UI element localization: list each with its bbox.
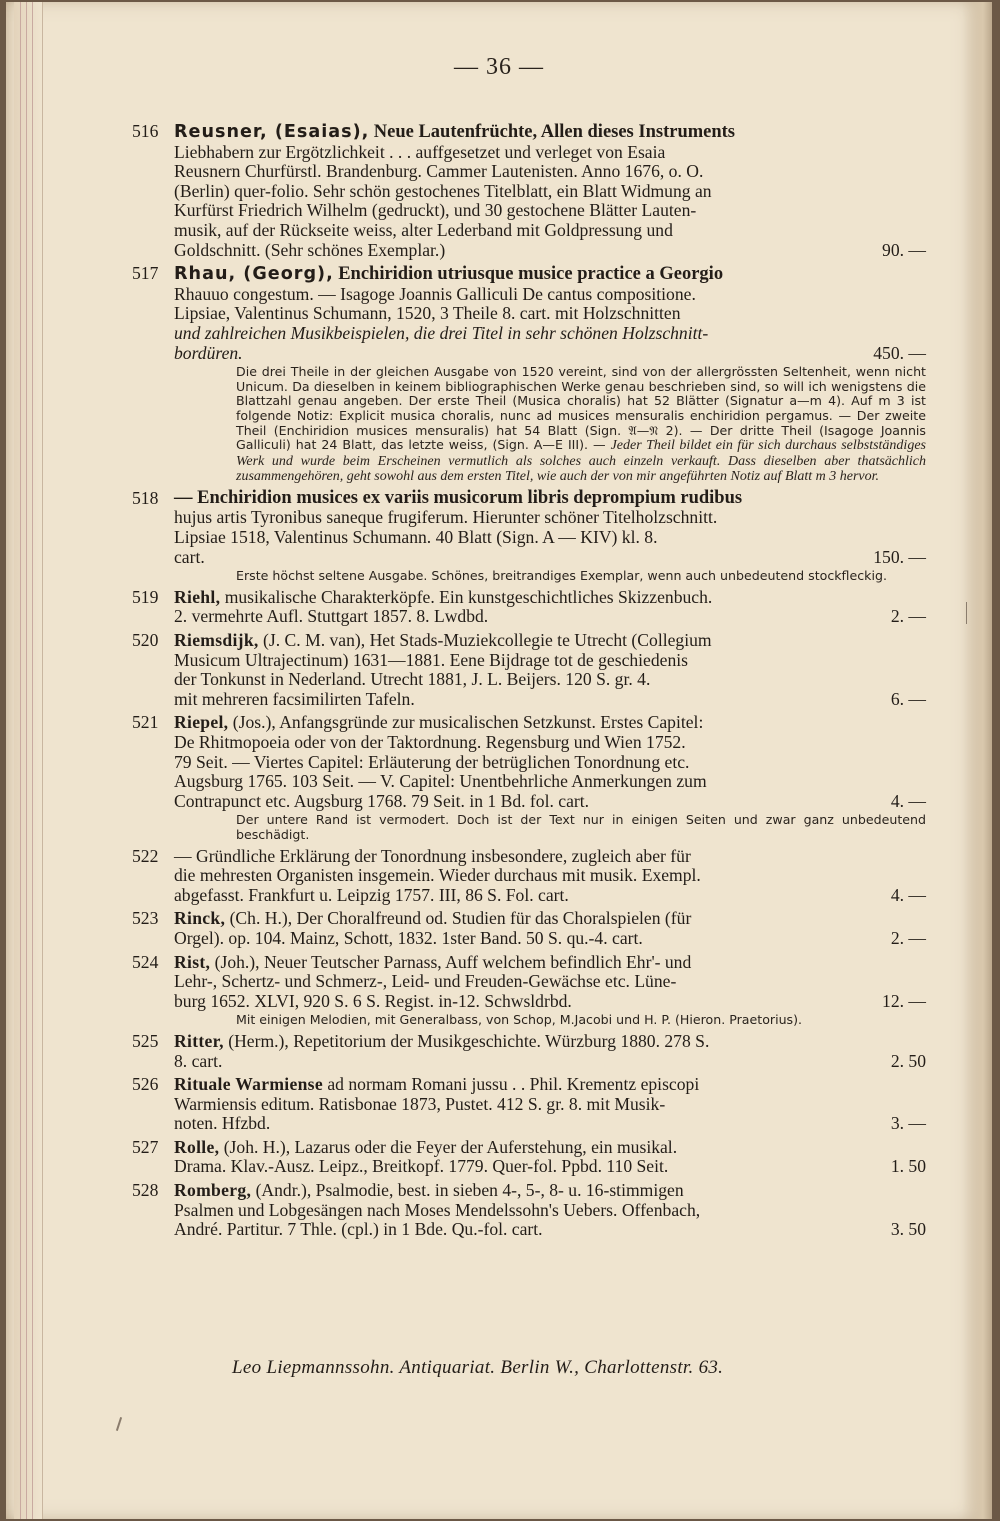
entry-text-line: 79 Seit. — Viertes Capitel: Erläuterung der betrüglichen Tonordnung etc. [174, 751, 690, 772]
entry-text-line: Drama. Klav.-Ausz. Leipz., Breitkopf. 1779. Quer-fol. Ppbd. 110 Seit. [174, 1156, 669, 1177]
entry-author: Rolle, [174, 1136, 220, 1157]
entry-price: 4. — [890, 790, 926, 811]
entry-note [236, 365, 926, 485]
entry-text-line: Psalmen und Lobgesängen nach Moses Mendelssohn's Uebers. Offenbach, [174, 1199, 701, 1220]
entry-text-line: (J. C. M. van), Het Stads-Muziekcollegie te Utrecht (Collegium [263, 630, 712, 651]
entry-number: 520 [132, 630, 159, 651]
entry-text-line: burg 1652. XLVI, 920 S. 6 S. Regist. in-12. Schwsldrbd. [174, 990, 572, 1011]
page-mark [116, 1417, 122, 1431]
entry-note: Erste höchst seltene Ausgabe. Schönes, breitrandiges Exemplar, wenn auch unbedeutend stockfleckig. [236, 568, 887, 584]
entry-number: 528 [132, 1180, 159, 1201]
entry-price: 3. — [890, 1113, 926, 1134]
entry-note-italic: Jeder Theil bildet ein für sich durchaus selbstständiges Werk und wurde beim Erscheinen vermutlich als solches auch einzeln verkauft. Dass dieselben aber thatsächlich zusammengehören, geht sowohl aus dem ersten Titel, wie auch der von mir angeführten Notiz auf Blatt m 3 hervor. [236, 438, 926, 485]
catalog-entry [132, 845, 926, 906]
entry-author: Romberg, [174, 1180, 252, 1201]
entry-text-line: (Berlin) quer-folio. Sehr schön gestochenes Titelblatt, ein Blatt Widmung an [174, 180, 712, 201]
entry-price: 2. — [890, 927, 926, 948]
catalog-entry [132, 1180, 926, 1240]
entry-text-line: Lipsiae 1518, Valentinus Schumann. 40 Blatt (Sign. A — KIV) kl. 8. [174, 527, 658, 548]
entry-author: Ritter, [174, 1030, 224, 1051]
entry-price: 2. — [890, 606, 926, 627]
entry-number: 525 [132, 1030, 159, 1051]
entry-text-line: 2. vermehrte Aufl. Stuttgart 1857. 8. Lwdbd. [174, 606, 489, 627]
entry-text-line: Rhauuo congestum. — Isagoge Joannis Galliculi De cantus compositione. [174, 283, 696, 304]
entry-text-line: noten. Hfzbd. [174, 1113, 271, 1134]
entry-text-line: Reusnern Churfürstl. Brandenburg. Cammer Lautenisten. Anno 1676, o. O. [174, 161, 704, 182]
entry-text-line: Goldschnitt. (Sehr schönes Exemplar.) [174, 239, 446, 260]
entry-text-line: 8. cart. [174, 1050, 223, 1071]
entry-text-line: Contrapunct etc. Augsburg 1768. 79 Seit. in 1 Bd. fol. cart. [174, 790, 590, 811]
catalog-entry [132, 263, 926, 485]
catalog-entries [132, 121, 926, 1244]
catalog-entry [132, 908, 926, 948]
page-number: — 36 — [454, 54, 544, 80]
entry-price: 450. — [873, 342, 926, 363]
entry-title-line: Neue Lautenfrüchte, Allen dieses Instruments [373, 122, 736, 142]
catalog-entry [132, 1074, 926, 1134]
entry-text-line: (Ch. H.), Der Choralfreund od. Studien für das Choralspielen (für [229, 908, 692, 929]
entry-text-line: (Andr.), Psalmodie, best. in sieben 4-, 5-, 8- u. 16-stimmigen [255, 1180, 684, 1201]
catalog-entry [132, 1136, 926, 1177]
entry-number: 522 [132, 845, 159, 866]
entry-number: 523 [132, 908, 159, 929]
entry-text-line: Liebhabern zur Ergötzlichkeit . . . auffgesetzet und verleget von Esaia [174, 141, 666, 162]
entry-number: 527 [132, 1136, 159, 1157]
page-footer: Leo Liepmannssohn. Antiquariat. Berlin W., Charlottenstr. 63. [232, 1357, 724, 1378]
entry-text-line: Kurfürst Friedrich Wilhelm (gedruckt), und 30 gestochene Blätter Lauten- [174, 200, 697, 221]
catalog-entry [132, 121, 926, 260]
catalog-entry [132, 487, 926, 584]
entry-text-line: Orgel). op. 104. Mainz, Schott, 1832. 1ster Band. 50 S. qu.-4. cart. [174, 927, 643, 948]
page-mark [966, 602, 967, 624]
entry-note: Mit einigen Melodien, mit Generalbass, von Schop, M.Jacobi und H. P. (Hieron. Praetorius). [236, 1012, 803, 1028]
entry-number: 521 [132, 712, 159, 733]
entry-text-line: bordüren. [174, 342, 243, 363]
entry-text-line: hujus artis Tyronibus saneque frugiferum. Hierunter schöner Titelholzschnitt. [174, 507, 718, 528]
entry-text-line: musik, auf der Rückseite weiss, alter Lederband mit Goldpressung und [174, 219, 673, 240]
catalog-entry [132, 1030, 926, 1071]
entry-author: Rist, [174, 951, 211, 972]
page-gutter [14, 2, 43, 1519]
entry-text-line: Musicum Ultrajectinum) 1631—1881. Eene Bijdrage tot de geschiedenis [174, 649, 689, 670]
entry-number: 519 [132, 586, 159, 607]
entry-title-line: Enchiridion utriusque musice practice a Georgio [338, 264, 724, 285]
entry-number: 526 [132, 1074, 159, 1095]
entry-text-line: musikalische Charakterköpfe. Ein kunstgeschichtliches Skizzenbuch. [224, 586, 713, 607]
entry-price: 4. — [890, 884, 926, 905]
entry-title-line: — Enchiridion musices ex variis musicorum libris deprompium rudibus [174, 487, 743, 508]
entry-price: 150. — [873, 546, 926, 567]
catalog-entry [132, 586, 926, 627]
entry-text-line: (Jos.), Anfangsgründe zur musicalischen Setzkunst. Erstes Capitel: [232, 712, 704, 733]
entry-text-line: Lehr-, Schertz- und Schmerz-, Leid- und Freuden-Gewächse etc. Lüne- [174, 971, 677, 992]
entry-text-line: (Joh.), Neuer Teutscher Parnass, Auff welchem befindlich Ehr'- und [214, 951, 692, 972]
entry-note: Der untere Rand ist vermodert. Doch ist der Text nur in einigen Seiten und zwar ganz unbedeutend beschädigt. [236, 812, 926, 842]
entry-text-line: der Tonkunst in Nederland. Utrecht 1881, J. L. Beijers. 120 S. gr. 4. [174, 669, 651, 690]
entry-author: Rinck, [174, 908, 226, 929]
entry-text-line: (Herm.), Repetitorium der Musikgeschichte. Würzburg 1880. 278 S. [228, 1030, 710, 1051]
entry-price: 3. 50 [890, 1219, 926, 1240]
entry-price: 1. 50 [890, 1156, 926, 1177]
entry-price: 2. 50 [890, 1050, 926, 1071]
entry-text-line: Warmiensis editum. Ratisbonae 1873, Pustet. 412 S. gr. 8. mit Musik- [174, 1093, 666, 1114]
entry-author: Riehl, [174, 586, 221, 607]
catalog-entry [132, 630, 926, 709]
entry-text-line: abgefasst. Frankfurt u. Leipzig 1757. III, 86 S. Fol. cart. [174, 884, 569, 905]
entry-author: Rhau, (Georg), [174, 264, 334, 285]
entry-text-line: die mehresten Organisten insgemein. Wieder durchaus mit musik. Exempl. [174, 865, 701, 886]
entry-number: 516 [132, 121, 159, 141]
entry-number: 517 [132, 263, 159, 284]
entry-price: 12. — [882, 990, 926, 1011]
entry-text-line: ad normam Romani jussu . . Phil. Krementz episcopi [327, 1074, 700, 1095]
catalog-page [6, 2, 992, 1519]
entry-number: 518 [132, 487, 159, 508]
entry-author: Riepel, [174, 712, 229, 733]
entry-text-line: André. Partitur. 7 Thle. (cpl.) in 1 Bde. Qu.-fol. cart. [174, 1219, 543, 1240]
page-edge-shadow [962, 2, 992, 1519]
entry-text-line: mit mehreren facsimilirten Tafeln. [174, 688, 415, 709]
entry-text-line: — Gründliche Erklärung der Tonordnung insbesondere, zugleich aber für [174, 845, 691, 866]
entry-text-line: (Joh. H.), Lazarus oder die Feyer der Auferstehung, ein musikal. [223, 1136, 678, 1157]
entry-text-line: Augsburg 1765. 103 Seit. — V. Capitel: Unentbehrliche Anmerkungen zum [174, 771, 707, 792]
catalog-entry [132, 951, 926, 1028]
entry-author: Rituale Warmiense [174, 1074, 323, 1095]
entry-author: Reusner, (Esaias), [174, 122, 370, 142]
entry-note-text: Die drei Theile in der gleichen Ausgabe von 1520 vereint, sind von der allergrössten Seltenheit, wenn nicht Unicum. Da dieselben in keinem bibliographischen Werke genau beschrieben sind, so will ich wenigstens die Blattzahl genau angeben. Der erste Theil (Musica choralis) hat 52 Blätter (Signatur a—m 4). Auf m 3 ist folgende Notiz: Explicit musica choralis, nunc ad musices mensuralis enchiridion pergamus. — Der zweite Theil (Enchiridion musices mensuralis) hat 54 Blatt (Sign. 𝔄—𝔑 2). — Der dritte Theil (Isagoge Joannis Galliculi) hat 24 Blatt, das letzte weiss, (Sign. A—E III). — [236, 364, 926, 453]
entry-text-line: De Rhitmopoeia oder von der Taktordnung. Regensburg und Wien 1752. [174, 732, 686, 752]
entry-text-line: und zahlreichen Musikbeispielen, die drei Titel in sehr schönen Holzschnitt- [174, 322, 709, 343]
entry-number: 524 [132, 951, 159, 972]
entry-author: Riemsdijk, [174, 630, 259, 651]
entry-price: 90. — [882, 239, 926, 260]
entry-text-line: Lipsiae, Valentinus Schumann, 1520, 3 Theile 8. cart. mit Holzschnitten [174, 303, 681, 324]
entry-text-line: cart. [174, 546, 205, 567]
catalog-entry [132, 712, 926, 842]
entry-price: 6. — [890, 688, 926, 709]
